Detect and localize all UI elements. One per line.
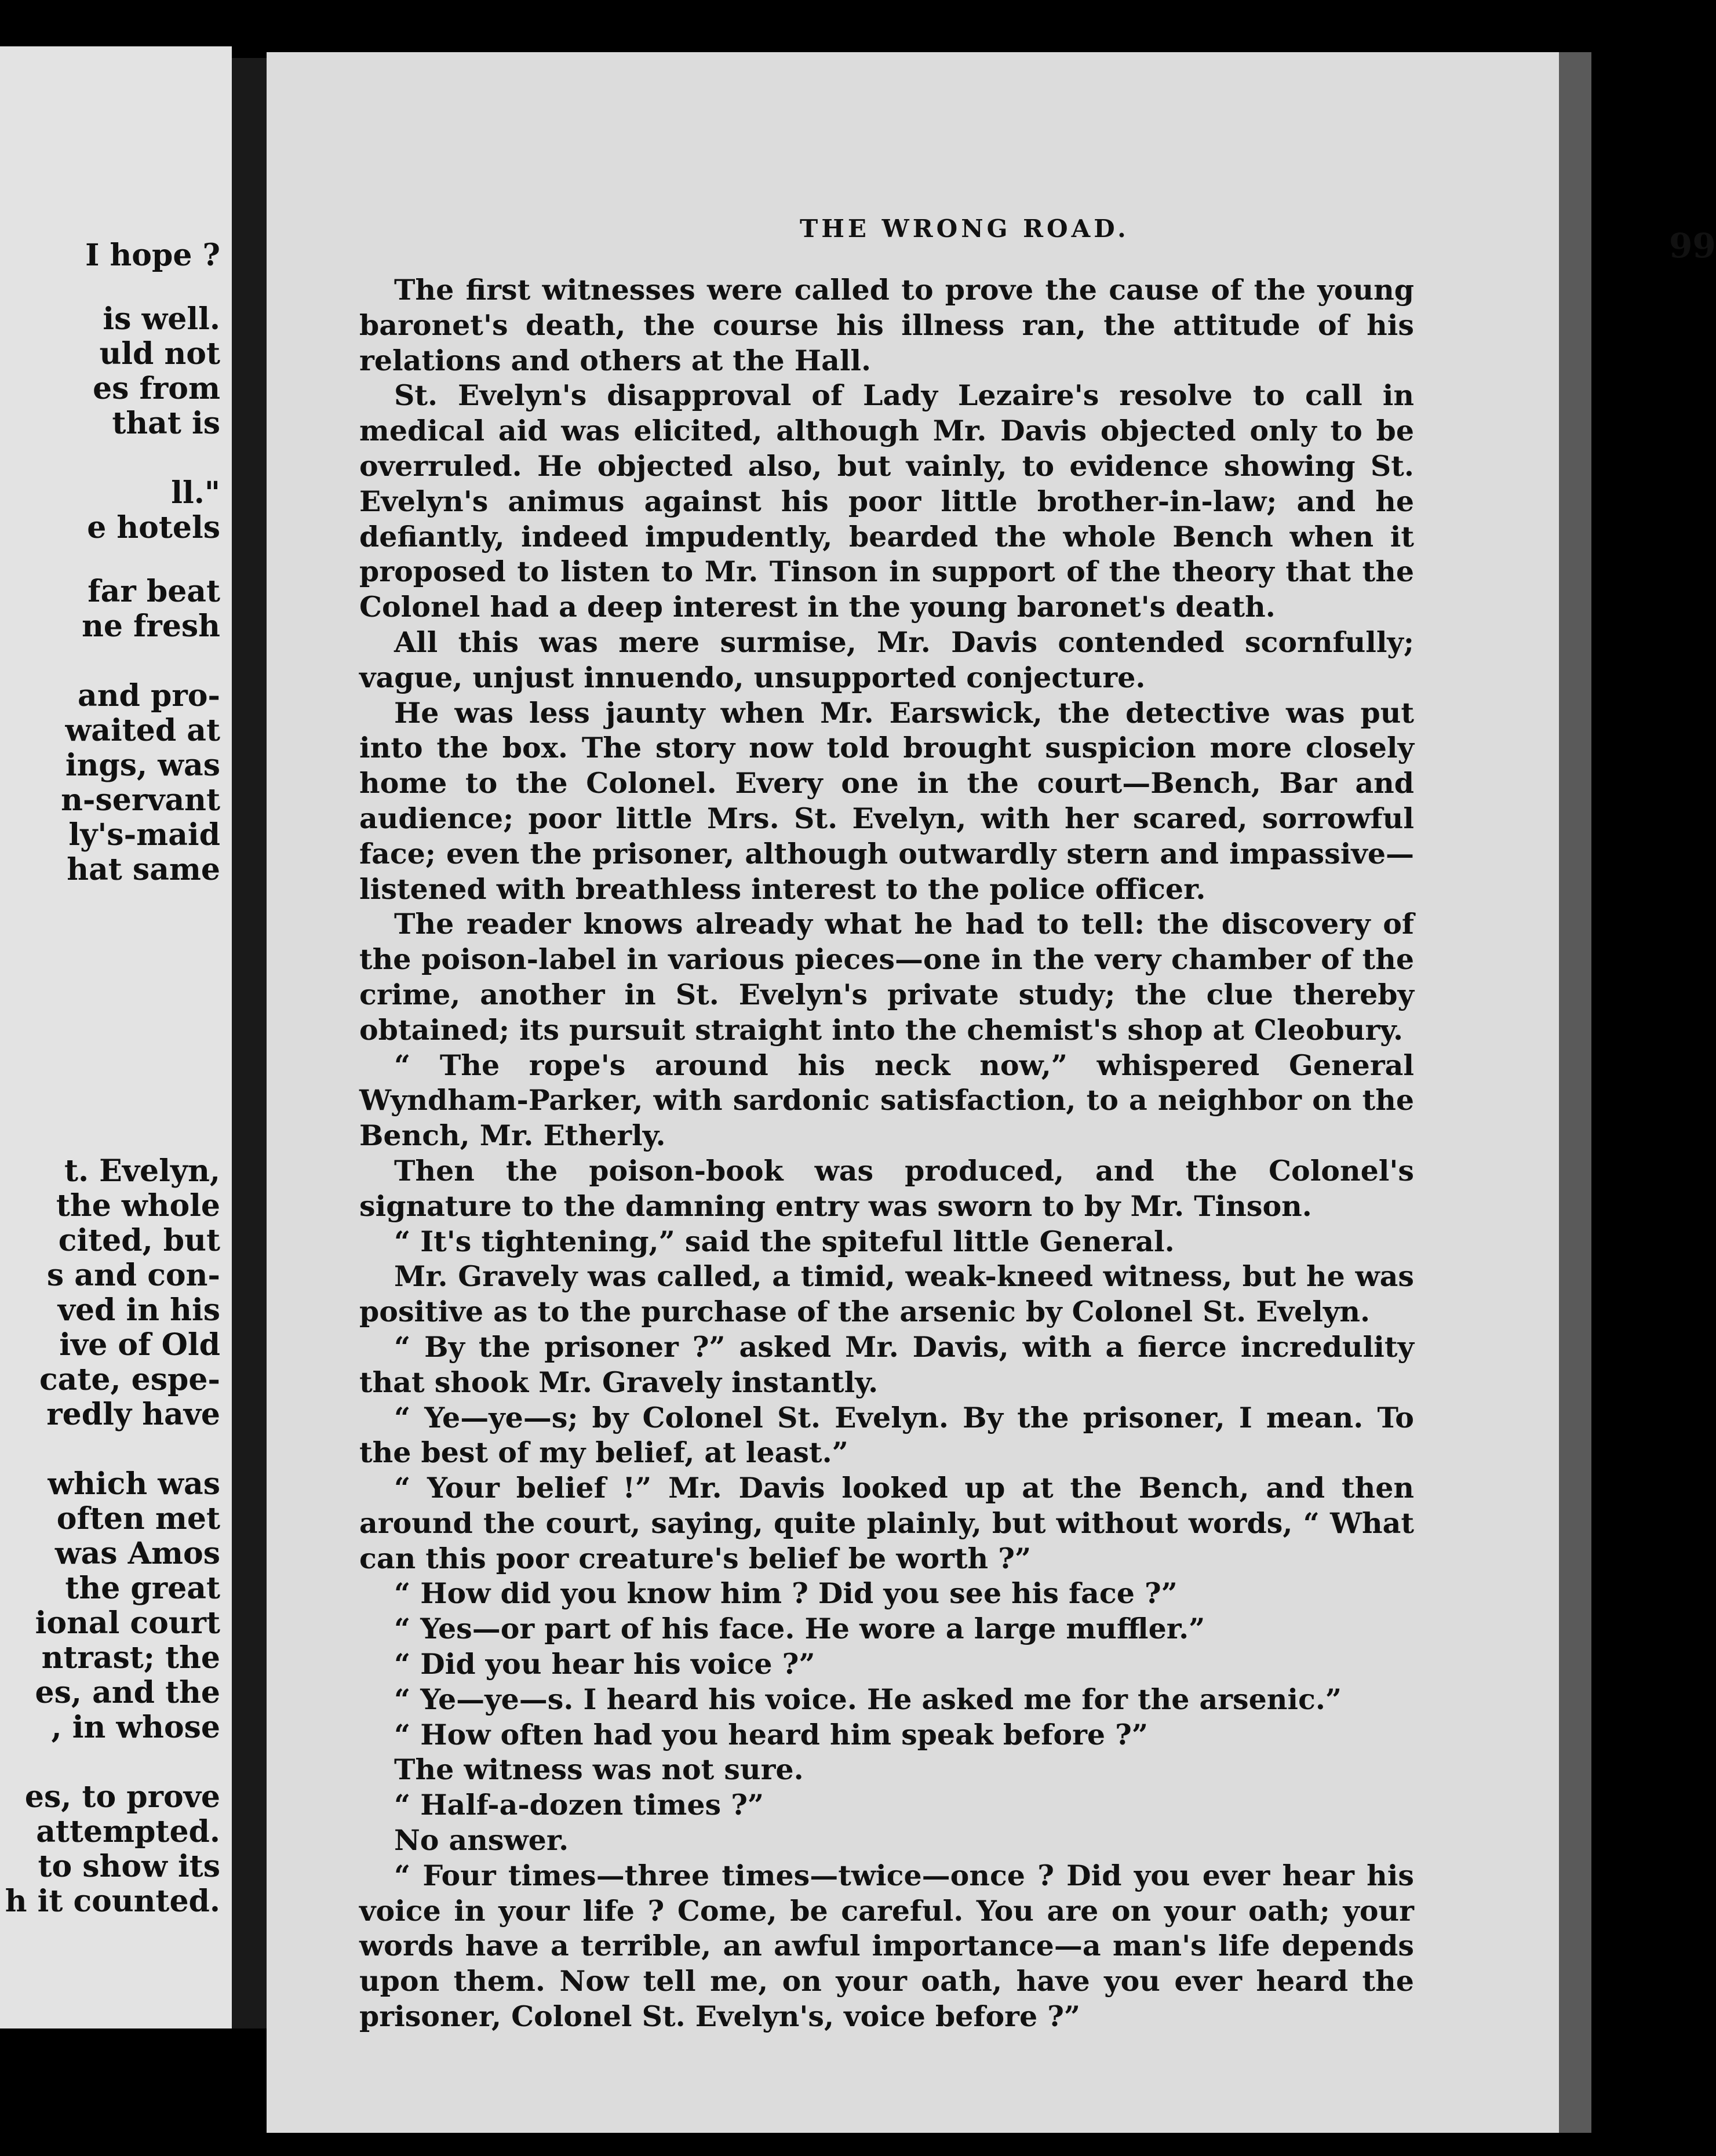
- left-page-line: is well.: [103, 301, 220, 337]
- paragraph: “ Four times—three times—twice—once ? Did you ever hear his voice in your life ? Come, be careful. You are on your oath; your words have a terrible, an awful importance—a man's life depends upon them. Now tell me, on your oath, have you ever heard the prisoner, Colonel St. Evelyn's, voice before ?”: [359, 1858, 1414, 2034]
- paragraph: He was less jaunty when Mr. Earswick, the detective was put into the box. The story now told brought suspicion more closely home to the Colonel. Every one in the court—Bench, Bar and audience; poor little Mrs. St. Evelyn, with her scared, sorrowful face; even the prisoner, although outwardly stern and impassive—listened with breathless interest to the police officer.: [359, 695, 1414, 906]
- paragraph: Then the poison-book was produced, and the Colonel's signature to the damning entry was sworn to by Mr. Tinson.: [359, 1153, 1414, 1223]
- paragraph: “ Ye—ye—s; by Colonel St. Evelyn. By the prisoner, I mean. To the best of my belief, at least.”: [359, 1400, 1414, 1470]
- paragraph: “ The rope's around his neck now,” whispered General Wyndham-Parker, with sardonic satisfaction, to a neighbor on the Bench, Mr. Etherly.: [359, 1048, 1414, 1153]
- left-page-line: e hotels: [87, 510, 220, 545]
- paragraph: All this was mere surmise, Mr. Davis contended scornfully; vague, unjust innuendo, unsupported conjecture.: [359, 625, 1414, 694]
- paragraph: No answer.: [394, 1823, 569, 1858]
- left-page-line: ings, was: [65, 748, 220, 783]
- paragraph: The first witnesses were called to prove the cause of the young baronet's death, the course his illness ran, the attitude of his relations and others at the Hall.: [359, 273, 1414, 377]
- book-gutter: [232, 58, 267, 2028]
- left-page-line: ional court: [35, 1605, 220, 1641]
- body-text: [359, 272, 1414, 2034]
- left-page-line: the whole: [56, 1188, 220, 1223]
- paragraph: The reader knows already what he had to tell: the discovery of the poison-label in various pieces—one in the very chamber of the crime, another in St. Evelyn's private study; the clue thereby obtained; its pursuit straight into the chemist's shop at Cleobury.: [359, 907, 1414, 1047]
- paragraph: “ Your belief !” Mr. Davis looked up at the Bench, and then around the court, saying, quite plainly, but without words, “ What can this poor creature's belief be worth ?”: [359, 1471, 1414, 1575]
- left-page-line: h it counted.: [5, 1884, 220, 1919]
- left-page-line: the great: [65, 1571, 220, 1606]
- left-page-line: s and con-: [46, 1258, 220, 1293]
- left-page-line: waited at: [65, 713, 220, 748]
- left-page-line: ll.": [171, 475, 220, 511]
- left-page-line: hat same: [67, 852, 220, 887]
- left-page-line: that is: [112, 406, 220, 441]
- left-page-line: ive of Old: [59, 1327, 220, 1363]
- paragraph: “ Yes—or part of his face. He wore a large muffler.”: [394, 1612, 1205, 1646]
- main-page: [267, 52, 1716, 2133]
- left-page-line: to show its: [38, 1849, 220, 1884]
- left-page-fragment: [0, 46, 232, 2028]
- paragraph: “ It's tightening,” said the spiteful little General.: [394, 1224, 1175, 1258]
- running-title: THE WRONG ROAD.: [800, 214, 1130, 243]
- left-page-line: es, to prove: [24, 1779, 220, 1815]
- left-page-line: , in whose: [51, 1710, 220, 1745]
- paragraph: “ How often had you heard him speak before ?”: [394, 1717, 1149, 1751]
- left-page-line: ntrast; the: [41, 1640, 220, 1676]
- paragraph: Mr. Gravely was called, a timid, weak-kneed witness, but he was positive as to the purchase of the arsenic by Colonel St. Evelyn.: [359, 1259, 1414, 1329]
- paragraph: St. Evelyn's disapproval of Lady Lezaire's resolve to call in medical aid was elicited, although Mr. Davis objected only to be overruled. He objected also, but vainly, to evidence showing St. Evelyn's animus against his poor little brother-in-law; and he defiantly, indeed impudently, bearded the whole Bench when it proposed to listen to Mr. Tinson in support of the theory that the Colonel had a deep interest in the young baronet's death.: [359, 378, 1414, 624]
- left-page-line: cate, espe-: [39, 1362, 220, 1397]
- paragraph: “ Half-a-dozen times ?”: [394, 1788, 764, 1822]
- left-page-line: uld not: [99, 336, 220, 372]
- page-number: 99: [1669, 226, 1716, 265]
- left-page-line: far beat: [88, 574, 220, 609]
- left-page-line: n-servant: [61, 782, 220, 818]
- left-page-line: which was: [48, 1466, 220, 1502]
- left-page-line: I hope ?: [85, 238, 220, 273]
- left-page-line: es, and the: [35, 1675, 220, 1710]
- left-page-line: ne fresh: [82, 609, 220, 644]
- paragraph: “ Ye—ye—s. I heard his voice. He asked me for the arsenic.”: [394, 1682, 1342, 1716]
- left-page-line: was Amos: [54, 1536, 220, 1571]
- left-page-line: often met: [56, 1501, 220, 1536]
- left-page-line: cited, but: [58, 1223, 220, 1258]
- left-page-line: redly have: [46, 1397, 220, 1432]
- left-page-line: and pro-: [78, 678, 220, 713]
- paragraph: “ How did you know him ? Did you see his face ?”: [394, 1576, 1178, 1611]
- left-page-line: ly's-maid: [68, 817, 220, 853]
- paragraph: “ By the prisoner ?” asked Mr. Davis, with a fierce incredulity that shook Mr. Gravely instantly.: [359, 1330, 1414, 1399]
- left-page-line: es from: [93, 371, 220, 406]
- page-edge-shadow: [1559, 52, 1591, 2133]
- paragraph: The witness was not sure.: [394, 1753, 804, 1787]
- left-page-line: ved in his: [57, 1292, 220, 1328]
- left-page-line: attempted.: [36, 1814, 220, 1849]
- paragraph: “ Did you hear his voice ?”: [394, 1647, 815, 1681]
- left-page-line: t. Evelyn,: [64, 1153, 220, 1189]
